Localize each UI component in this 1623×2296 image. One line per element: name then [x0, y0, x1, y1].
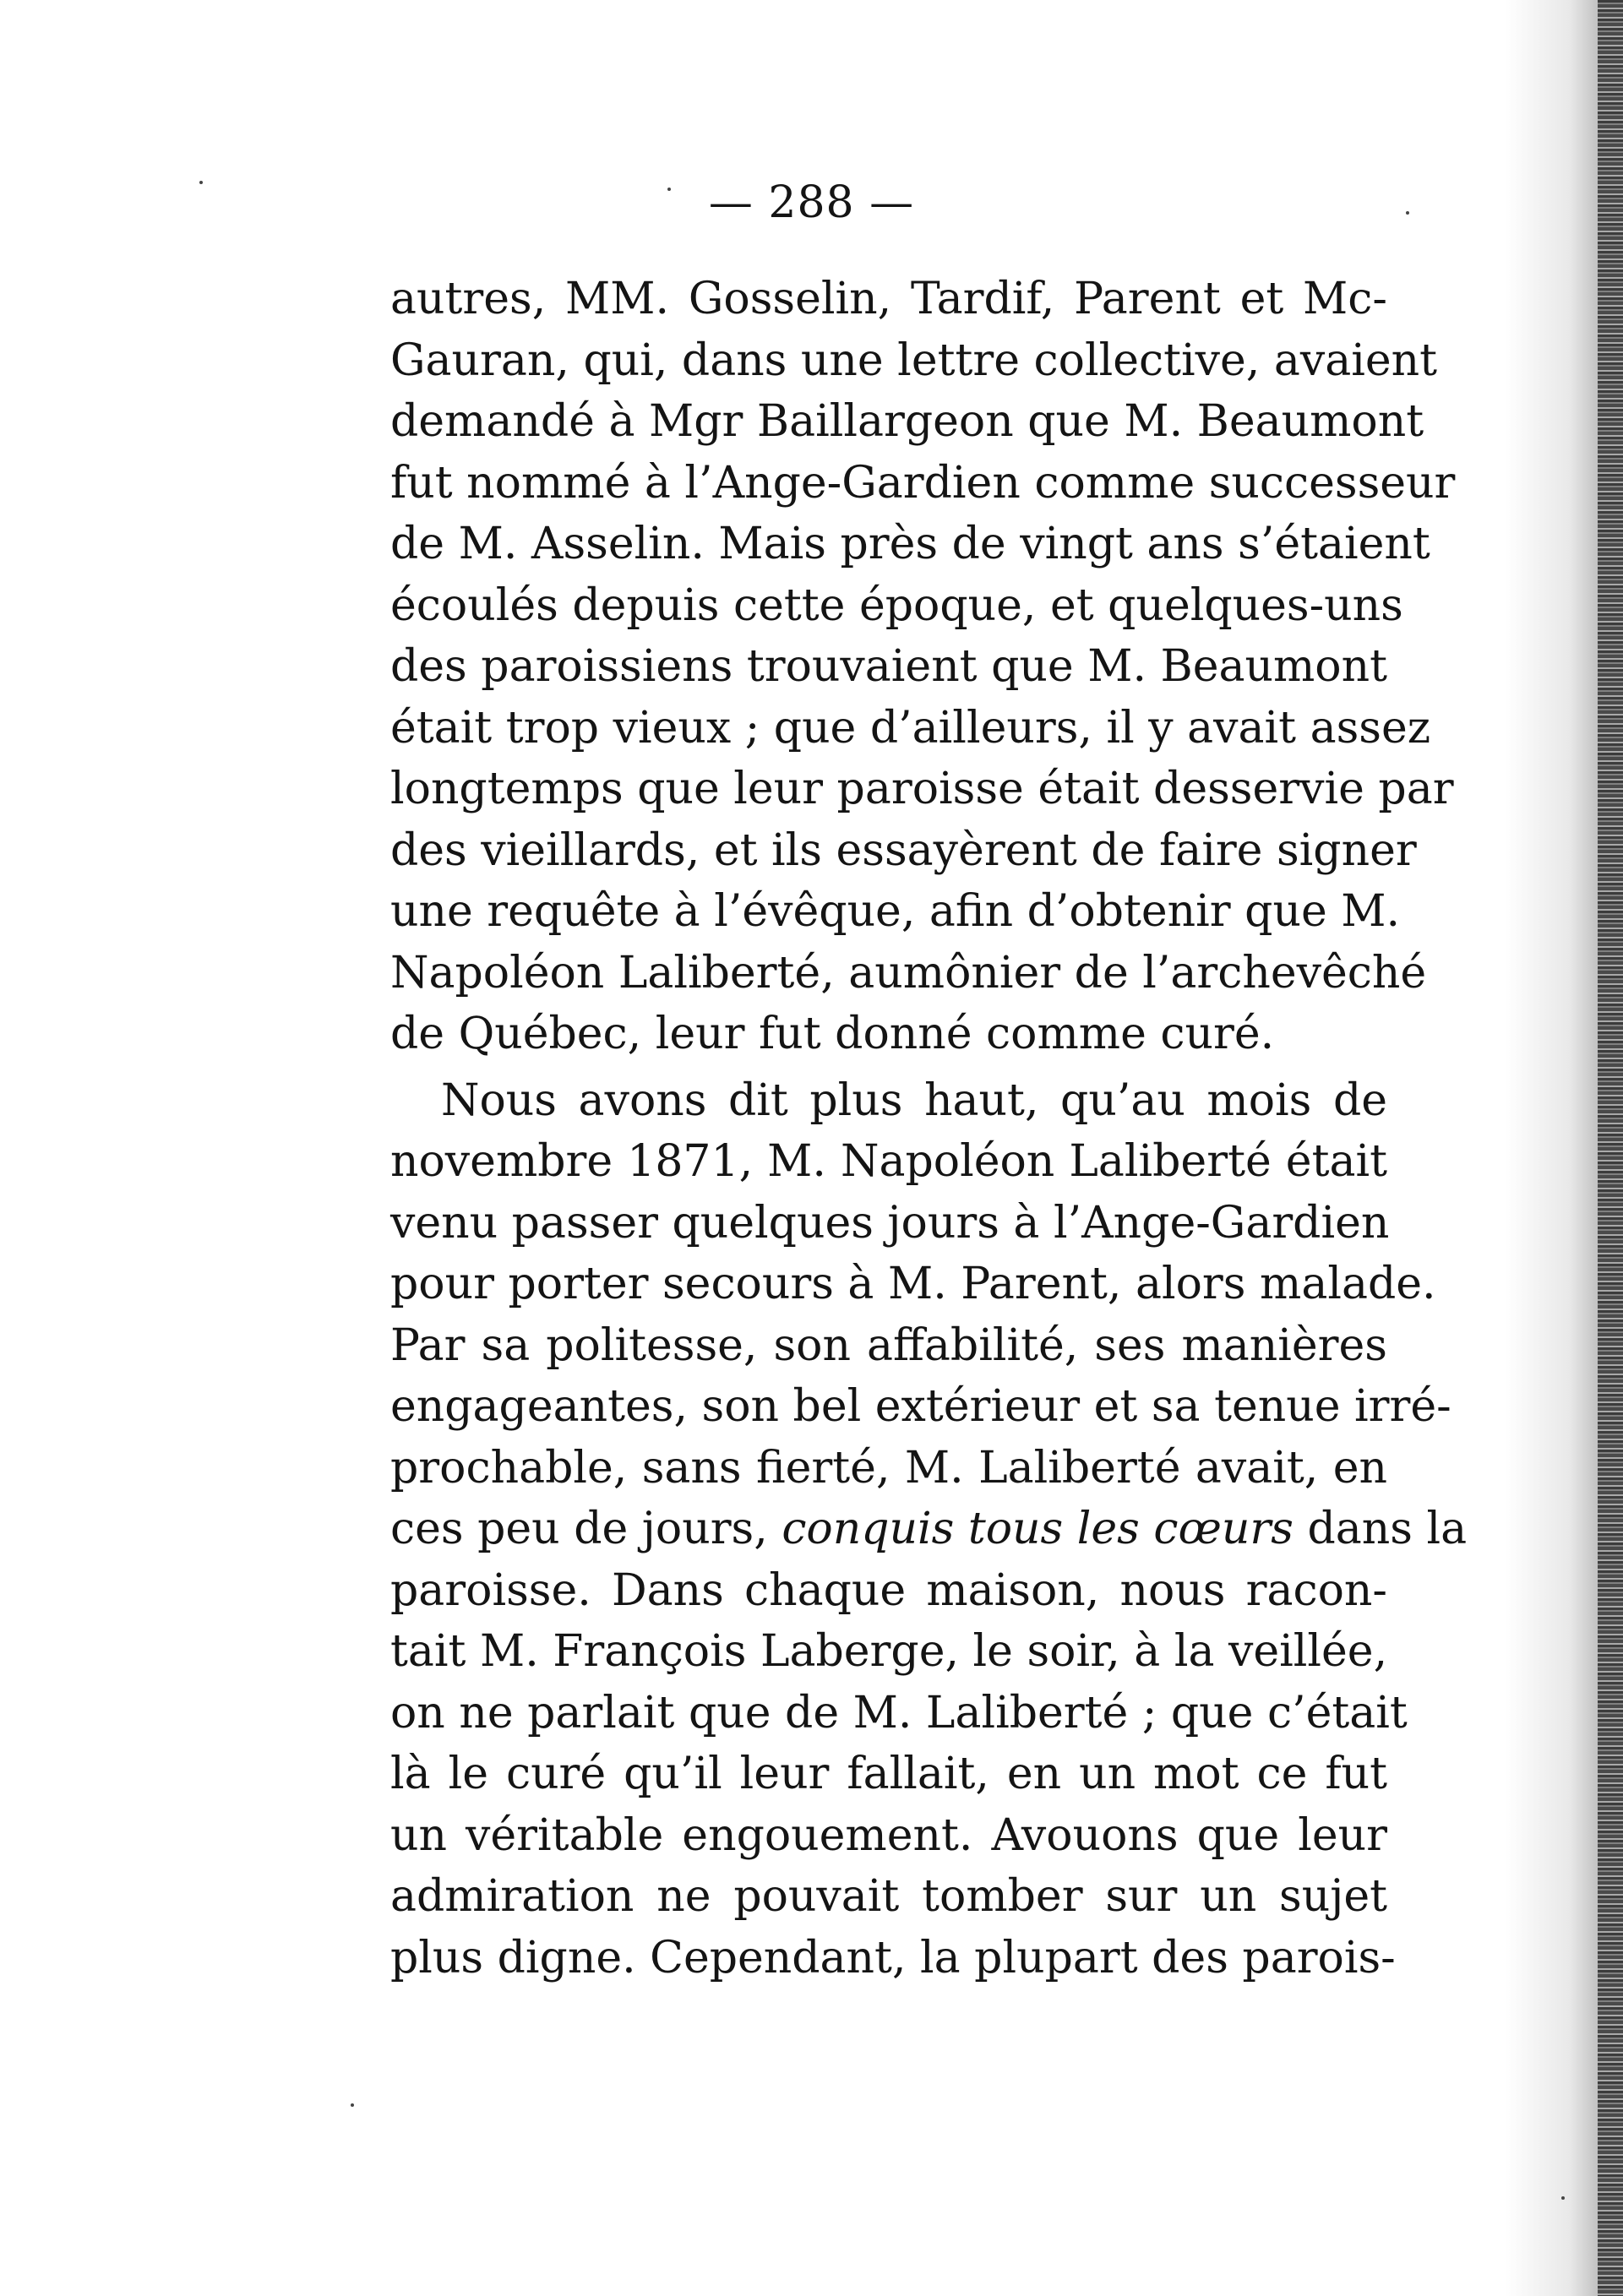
text-line: écoulés depuis cette époque, et quelques-uns [390, 579, 1403, 631]
text-line: des paroissiens trouvaient que M. Beaumont [390, 641, 1387, 692]
scan-speck [1561, 2196, 1565, 2200]
text-line: autres, MM. Gosselin, Tardif, Parent et Mc- [390, 274, 1387, 324]
binding-shadow [1505, 0, 1598, 2296]
text-line: novembre 1871, M. Napoléon Laliberté était [390, 1136, 1387, 1187]
text-line: fut nommé à l’Ange-Gardien comme successeur [390, 457, 1456, 509]
text-line: paroisse. Dans chaque maison, nous racon- [390, 1564, 1387, 1616]
text-line: tait M. François Laberge, le soir, à la veillée, [390, 1626, 1388, 1677]
text-line: prochable, sans fierté, M. Laliberté avait, en [390, 1442, 1387, 1493]
text-line: de M. Asselin. Mais près de vingt ans s’étaient [390, 519, 1430, 569]
body-text [390, 269, 1468, 1989]
text-line: était trop vieux ; que d’ailleurs, il y avait assez [390, 702, 1431, 754]
text-line: un véritable engouement. Avouons que leur [390, 1809, 1387, 1861]
text-line: des vieillards, et ils essayèrent de faire signer [390, 824, 1417, 876]
text-line: Gauran, qui, dans une lettre collective, avaient [390, 335, 1438, 386]
text-line: une requête à l’évêque, afin d’obtenir que M. [390, 886, 1401, 937]
text-line: de Québec, leur fut donné comme curé. [390, 1009, 1275, 1059]
text-line: on ne parlait que de M. Laliberté ; que c’était [390, 1687, 1408, 1738]
text-line: pour porter secours à M. Parent, alors malade. [390, 1259, 1436, 1309]
text-line: Nous avons dit plus haut, qu’au mois de [441, 1075, 1387, 1126]
text-line: admiration ne pouvait tomber sur un sujet [390, 1871, 1387, 1922]
text-segment: dans la [1293, 1504, 1468, 1554]
page-number-header: — 288 — [708, 177, 915, 228]
text-line: demandé à Mgr Baillargeon que M. Beaumont [390, 396, 1424, 447]
text-line-with-italic [390, 1499, 1468, 1560]
text-line: engageantes, son bel extérieur et sa tenue irré- [390, 1381, 1451, 1432]
text-line: plus digne. Cependant, la plupart des parois- [390, 1932, 1396, 1983]
text-segment: ces peu de jours, [390, 1504, 782, 1554]
binding-edge [1598, 0, 1623, 2296]
text-line: venu passer quelques jours à l’Ange-Gardien [390, 1197, 1390, 1249]
text-line: là le curé qu’il leur fallait, en un mot ce fut [390, 1749, 1387, 1799]
text-line: Par sa politesse, son affabilité, ses manières [390, 1319, 1387, 1371]
italic-phrase: conquis tous les cœurs [782, 1504, 1293, 1554]
text-line: Napoléon Laliberté, aumônier de l’archevêché [390, 947, 1427, 998]
text-line: longtemps que leur paroisse était desservie par [390, 764, 1454, 814]
scan-speck [351, 2103, 354, 2107]
